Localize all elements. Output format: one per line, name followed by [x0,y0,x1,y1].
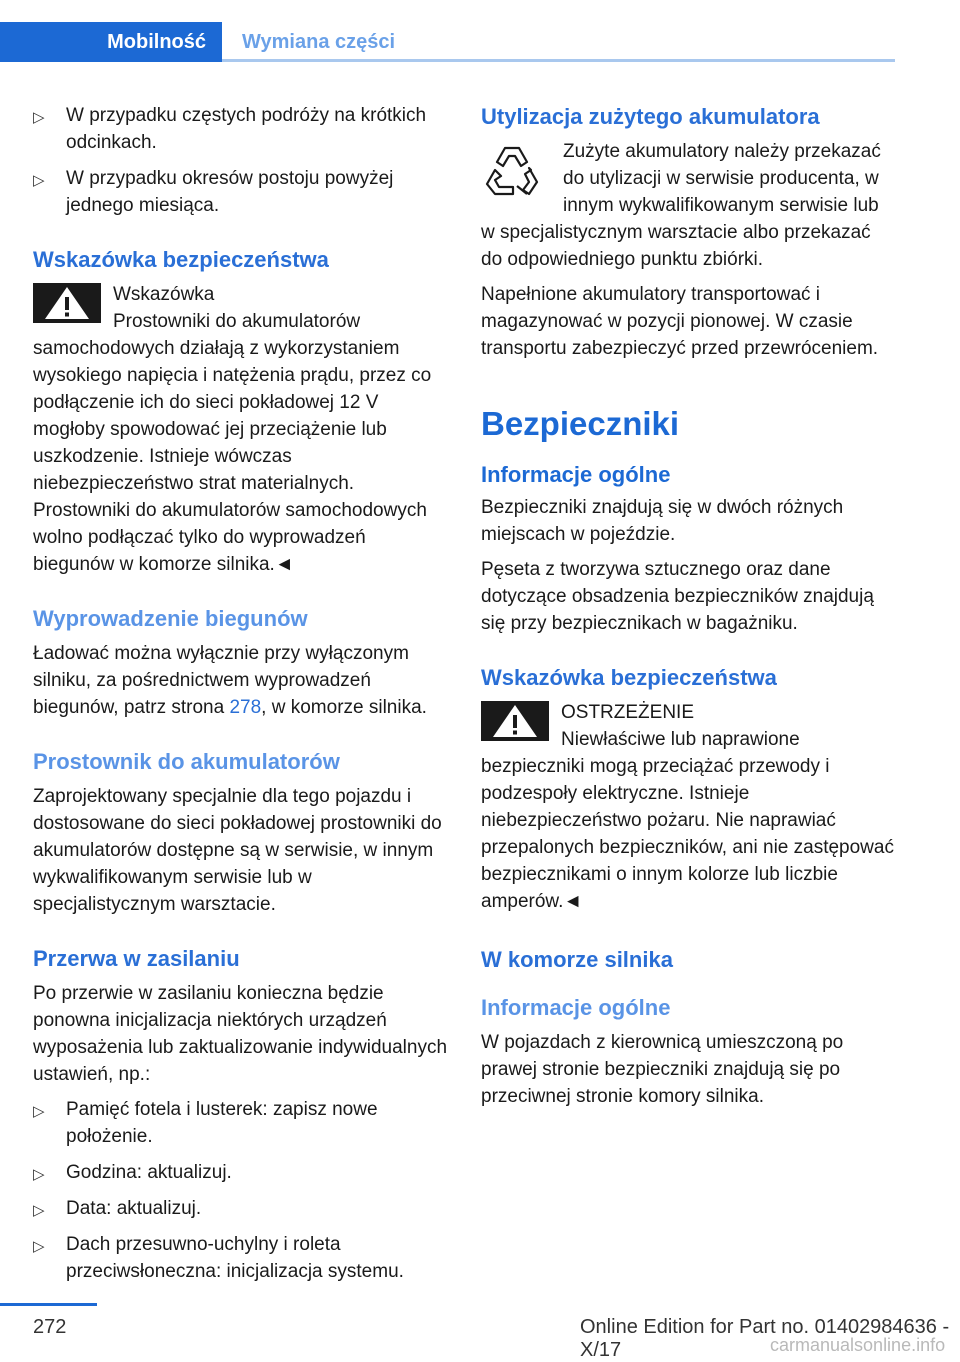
edition-text: Online Edition for Part no. 01402984636 - X/17 [580,1316,950,1361]
right-column [481,102,896,1118]
triangle-right-icon: ▷ [33,1103,45,1120]
list-item [33,102,448,156]
triangle-right-icon: ▷ [33,1202,45,1219]
list-item [33,1159,448,1186]
power-paragraph: Po przerwie w zasilaniu konieczna będzie ponowna inicjalizacja niektórych urządzeń wyposażenia lub zaktualizowanie indywidualnych ustawień, np.: [33,983,448,1085]
footer-line [0,1303,97,1306]
heading-disposal: Utylizacja zużytego akumulatora [481,104,820,129]
terminals-text: Ładować można wyłącznie przy wyłączonym silniku, za pośrednictwem wyprowadzeń biegunów, patrz strona [33,643,409,718]
warning-title: OSTRZEŻENIE [561,702,695,723]
list-item-text: Dach przesuwno-uchylny i roleta przeciwsłoneczna: inicjalizacja systemu. [66,1234,404,1282]
heading-power-interruption: Przerwa w zasilaniu [33,946,240,971]
list-item-text: W przypadku częstych podróży na krótkich odcinkach. [66,105,427,153]
tab-mobility[interactable]: Mobilność [0,22,222,62]
warning-triangle-icon [481,701,549,741]
list-item-text: W przypadku okresów postoju powyżej jednego miesiąca. [66,168,394,216]
warning-triangle-icon [33,283,101,323]
header-underline [222,59,895,62]
triangle-right-icon: ▷ [33,109,45,126]
recycle-icon [483,142,541,200]
warning-text: Niewłaściwe lub naprawione bezpieczniki mogą przeciążać przewody i podzespoły elektryczne. Istnieje niebezpieczeństwo pożaru. Nie naprawiać przepalonych bezpieczników, ani nie zastępować bezpiecznikami o innym kolorze lub liczbie amperów.◄ [481,729,894,912]
disposal-paragraph: Zużyte akumulatory należy przekazać do utylizacji w serwisie producenta, w innym wykwalifikowanym serwisie lub w specjalistycznym warsztacie albo przekazać do odpowiedniego punktu zbiórki. [481,141,881,270]
heading-engine-compartment: W komorze silnika [481,947,673,972]
tab-replacing-parts[interactable]: Wymiana części [242,30,396,53]
terminals-paragraph [33,640,448,721]
heading-general-info: Informacje ogólne [481,462,671,487]
page-link[interactable]: 278 [229,697,262,718]
list-item [33,1231,448,1285]
list-item [33,165,448,219]
charger-paragraph: Zaprojektowany specjalnie dla tego pojazdu i dostosowane do sieci pokładowej prostowniki do akumulatorów dostępne są w serwisie, w innym wykwalifikowanym serwisie lub w specjalistycznym warsztacie. [33,786,442,915]
watermark: carmanualsonline.info [770,1335,946,1355]
disposal-paragraph-2: Napełnione akumulatory transportować i magazynować w pozycji pionowej. W czasie transportu zabezpieczyć przed przewróceniem. [481,284,879,359]
heading-charger: Prostownik do akumulatorów [33,749,340,774]
general-paragraph-2: Pęseta z tworzywa sztucznego oraz dane dotyczące obsadzenia bezpieczników znajdują się przy bezpiecznikach w bagażniku. [481,559,874,634]
heading-fuses: Bezpieczniki [481,405,680,442]
list-item [33,1195,448,1222]
list-item-text: Pamięć fotela i lusterek: zapisz nowe położenie. [66,1099,378,1147]
triangle-right-icon: ▷ [33,1238,45,1255]
terminals-text-end: , w komorze silnika. [261,697,427,718]
heading-safety-note: Wskazówka bezpieczeństwa [33,247,329,272]
left-column [33,102,448,1294]
warning-text: Prostowniki do akumulatorów samochodowych działają z wykorzystaniem wysokiego napięcia i natężenia prądu, przez co podłączenie ich do sieci pokładowej 12 V mogłoby spowodować jej przeciążenie lub uszkodzenie. Istnieje wówczas niebezpieczeństwo strat materialnych. Prostowniki do akumulatorów samochodowych wolno podłączać tylko do wyprowadzeń biegunów w komorze silnika.◄ [33,311,432,575]
list-item-text: Data: aktualizuj. [66,1198,202,1219]
general-paragraph: Bezpieczniki znajdują się w dwóch różnych miejscach w pojeździe. [481,497,844,545]
engine-paragraph: W pojazdach z kierownicą umieszczoną po prawej stronie bezpieczniki znajdują się po przeciwnej stronie komory silnika. [481,1032,844,1107]
triangle-right-icon: ▷ [33,1166,45,1183]
heading-general-info-2: Informacje ogólne [481,995,671,1020]
list-item-text: Godzina: aktualizuj. [66,1162,232,1183]
page-number: 272 [33,1316,67,1338]
heading-safety-note: Wskazówka bezpieczeństwa [481,665,777,690]
triangle-right-icon: ▷ [33,172,45,189]
heading-terminals: Wyprowadzenie biegunów [33,606,308,631]
disposal-block [481,138,896,273]
list-item [33,1096,448,1150]
warning-title: Wskazówka [113,284,215,305]
header-bar [0,0,895,62]
warning-block [481,699,896,915]
warning-block [33,281,448,578]
